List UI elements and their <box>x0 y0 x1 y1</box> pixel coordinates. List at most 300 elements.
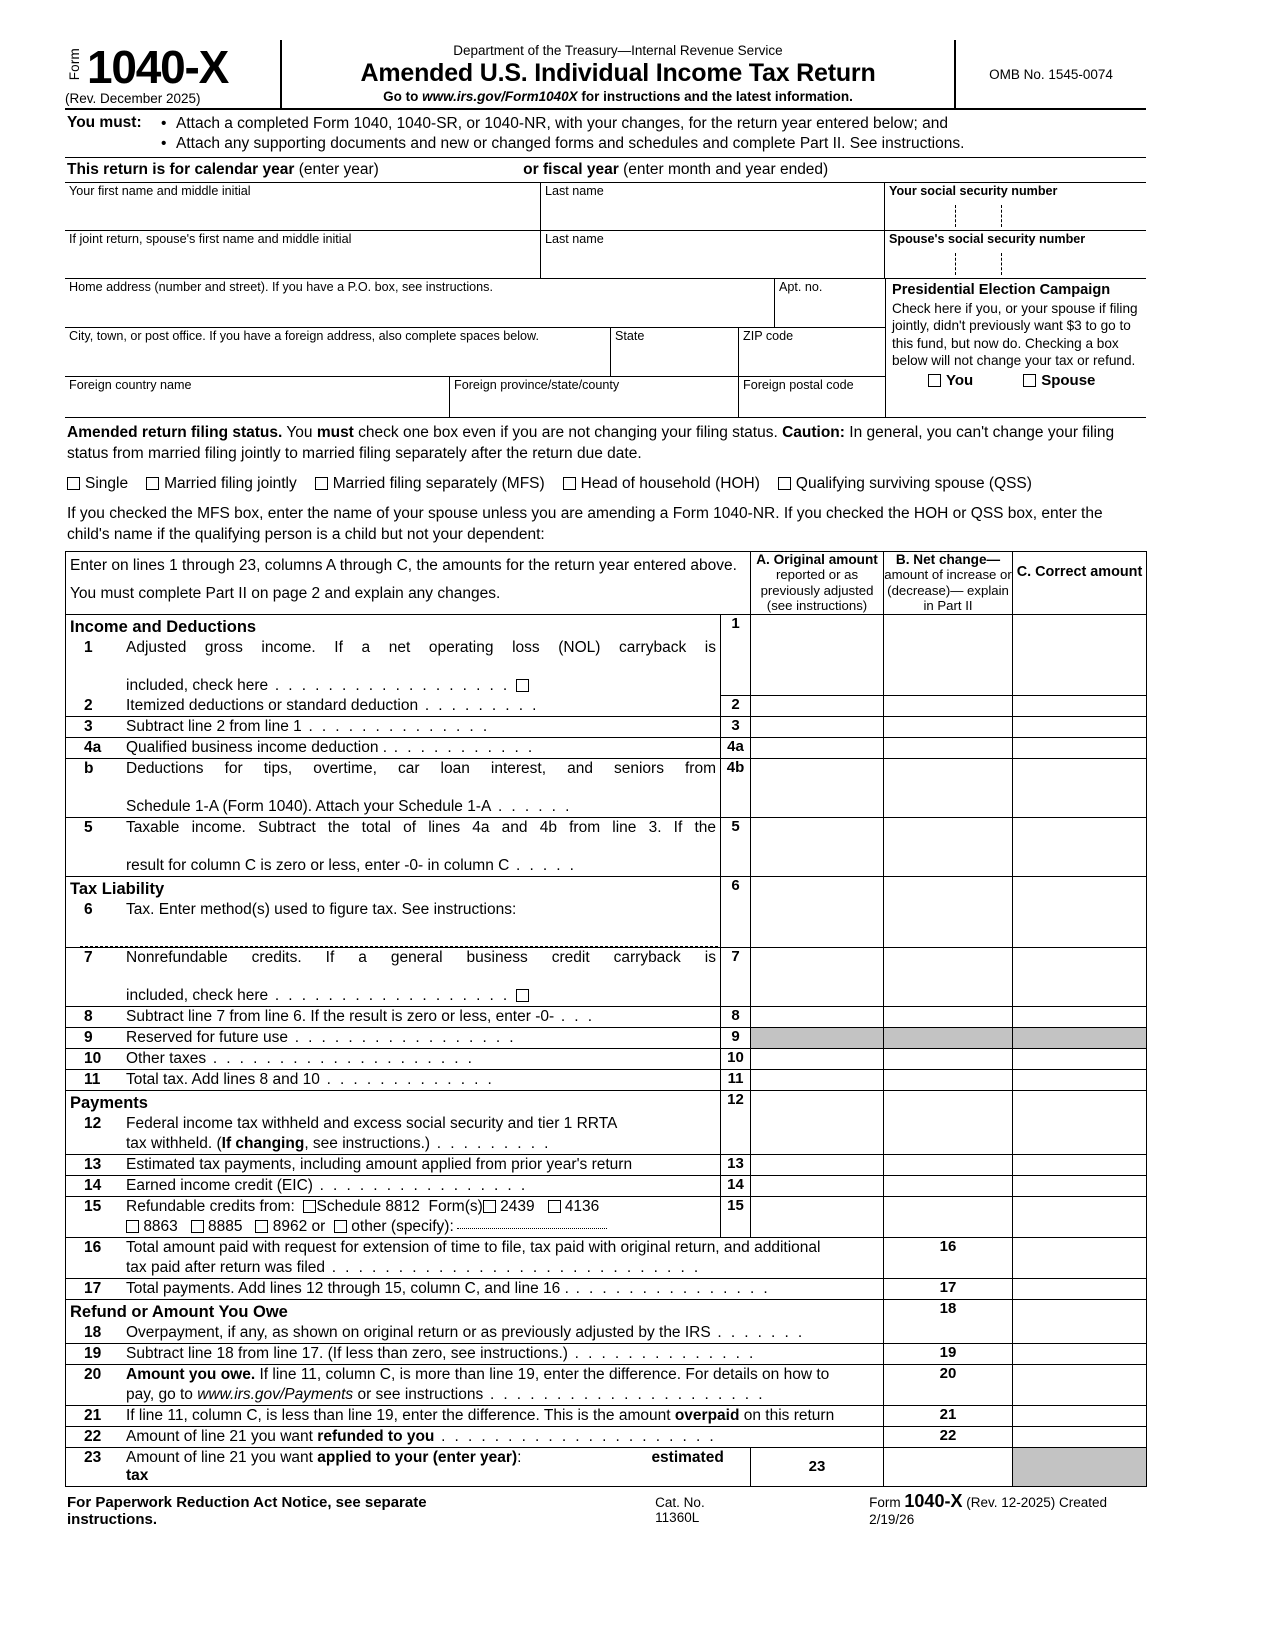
state-field[interactable] <box>611 328 739 376</box>
line-10-row <box>66 1049 720 1069</box>
line-6-col-b[interactable] <box>884 876 1013 947</box>
line-11-cell-number: 11 <box>721 1069 751 1090</box>
line-20-desc <box>66 1364 884 1405</box>
line-7-col-c[interactable] <box>1013 947 1147 1006</box>
table-row <box>66 1299 1147 1343</box>
table-row <box>66 1027 1147 1048</box>
line-11-col-c[interactable] <box>1013 1069 1147 1090</box>
form-8962-checkbox[interactable] <box>255 1220 268 1233</box>
line-7-col-a[interactable] <box>751 947 884 1006</box>
line-2-number: 2 <box>84 696 93 714</box>
calendar-year-row[interactable] <box>65 158 1146 183</box>
pec-you-option[interactable] <box>928 372 973 389</box>
line-21-text <box>126 1407 879 1425</box>
line-2-col-a[interactable] <box>751 696 884 717</box>
goto-suffix: for instructions and the latest information. <box>577 89 853 104</box>
line-23-label-2: : <box>517 1448 522 1466</box>
irs-url-link[interactable]: www.irs.gov/Form1040X <box>422 89 578 104</box>
line-19-text <box>126 1345 879 1363</box>
footer-form-word: Form <box>869 1494 905 1510</box>
checkbox-icon[interactable] <box>67 477 80 490</box>
line-2-col-c[interactable] <box>1013 696 1147 717</box>
line-4a-col-b[interactable] <box>884 737 1013 758</box>
line-7-text-b <box>126 987 716 1005</box>
line-6-col-a[interactable] <box>751 876 884 947</box>
city-field[interactable] <box>65 328 611 376</box>
paperwork-notice: For Paperwork Reduction Act Notice, see separate instructions. <box>67 1493 427 1528</box>
line-2-text <box>126 697 716 715</box>
line-19-desc <box>66 1343 884 1364</box>
line-23-bold: applied to your (enter year) <box>317 1448 518 1466</box>
gbc-carryback-checkbox[interactable] <box>516 989 529 1002</box>
you-must-item: • Attach a completed Form 1040, 1040-SR, or 1040-NR, with your changes, for the return year entered below; and <box>159 114 964 134</box>
address-and-pec-row <box>65 279 1146 417</box>
foreign-province-label: Foreign province/state/county <box>454 378 620 392</box>
line-22-bold: refunded to you <box>317 1427 435 1445</box>
goto-prefix: Go to <box>383 89 423 104</box>
pec-you-label: You <box>946 371 974 389</box>
form-number: 1040-X <box>87 41 229 93</box>
line-19-col-c[interactable] <box>1013 1343 1147 1364</box>
column-a-header <box>751 552 884 615</box>
line-12-col-c[interactable] <box>1013 1090 1147 1154</box>
line-20-cell-number: 20 <box>884 1364 1013 1405</box>
table-row <box>66 1278 1147 1299</box>
line-21-number: 21 <box>84 1406 102 1424</box>
home-address-field[interactable] <box>65 279 775 327</box>
line-16-text-a: Total amount paid with request for extension of time to file, tax paid with original return, and additional <box>126 1238 821 1256</box>
filing-status-option-qss[interactable] <box>778 475 1032 493</box>
form-other-checkbox[interactable] <box>334 1220 347 1233</box>
line-23-text <box>126 1449 746 1485</box>
schedule-8812-checkbox[interactable] <box>303 1200 316 1213</box>
line-1-col-c[interactable] <box>1013 614 1147 696</box>
line-22-col-c[interactable] <box>1013 1426 1147 1447</box>
leader-dots: . . . . . . . . . . . . . . . . . <box>287 1028 517 1046</box>
line-5-row <box>66 818 720 856</box>
table-row <box>66 817 1147 876</box>
line-19-row <box>66 1344 883 1364</box>
line-12-row-cont <box>66 1134 720 1154</box>
line-16-row <box>66 1238 883 1258</box>
line-13-row <box>66 1155 720 1175</box>
foreign-province-field[interactable] <box>450 377 739 417</box>
line-4a-cell-number: 4a <box>721 737 751 758</box>
table-row <box>66 1237 1147 1278</box>
leader-dots: . . . . . . . . . <box>418 696 539 714</box>
line-9-cell-number: 9 <box>721 1027 751 1048</box>
name-row-primary <box>65 183 1146 231</box>
section-heading-refund: Refund or Amount You Owe <box>70 1302 288 1321</box>
filing-status-label: Married filing separately (MFS) <box>332 475 545 492</box>
line-1-col-b[interactable] <box>884 614 1013 696</box>
omb-number: OMB No. 1545-0074 <box>954 40 1146 108</box>
line-5-cell-number: 5 <box>721 817 751 876</box>
line-4a-col-a[interactable] <box>751 737 884 758</box>
line-4a-number: 4a <box>84 738 102 756</box>
line-4b-row-cont <box>66 797 720 817</box>
line-16-text-b <box>126 1259 879 1277</box>
home-address-label: Home address (number and street). If you have a P.O. box, see instructions. <box>69 280 493 294</box>
line-5-row-cont <box>66 856 720 876</box>
line-3-number: 3 <box>84 717 93 735</box>
section-heading-income: Income and Deductions <box>70 617 257 636</box>
line-10-col-a[interactable] <box>751 1048 884 1069</box>
your-first-name-label: Your first name and middle initial <box>69 184 251 198</box>
column-a-subtitle: reported or as previously adjusted (see instructions) <box>760 567 874 614</box>
checkbox-icon[interactable] <box>146 477 159 490</box>
income-section-cell <box>66 614 721 696</box>
address-column <box>65 279 885 417</box>
pec-spouse-option[interactable] <box>1023 372 1095 389</box>
line-8-col-c[interactable] <box>1013 1006 1147 1027</box>
form-8885-checkbox[interactable] <box>191 1220 204 1233</box>
tax-liability-section-cell <box>66 876 721 947</box>
apt-no-field[interactable] <box>775 279 885 327</box>
line-5-col-a[interactable] <box>751 817 884 876</box>
line-5-text-a: Taxable income. Subtract the total of lines 4a and 4b from line 3. If the <box>126 818 716 836</box>
leader-dots: . . . . . <box>509 856 577 874</box>
refund-section-cell <box>66 1299 884 1343</box>
catalog-number: Cat. No. 11360L <box>655 1494 705 1525</box>
filing-status-intro-1: You <box>282 424 317 441</box>
leader-dots: . . . . . . . . . . . . . <box>319 1070 495 1088</box>
table-intro-line-1: Enter on lines 1 through 23, columns A through C, the amounts for the return year entered above. <box>70 557 737 574</box>
line-16-cell-number: 16 <box>884 1237 1013 1278</box>
you-must-block <box>65 110 1146 158</box>
table-row <box>66 1447 1147 1486</box>
line-20-label-1: pay, go to <box>126 1385 198 1403</box>
line-14-col-b[interactable] <box>884 1175 1013 1196</box>
form-title-block <box>282 40 954 108</box>
line-5-number: 5 <box>84 818 93 836</box>
line-18-col-c[interactable] <box>1013 1299 1147 1343</box>
leader-dots: . . . . . . <box>491 797 572 815</box>
city-label: City, town, or post office. If you have a foreign address, also complete spaces below. <box>69 329 539 343</box>
foreign-country-field[interactable] <box>65 377 450 417</box>
line-12-cell-number: 12 <box>721 1090 751 1154</box>
line-4a-col-c[interactable] <box>1013 737 1147 758</box>
leader-dots: . . . . . . . . . . . <box>387 738 535 756</box>
your-last-name-field[interactable] <box>541 183 885 230</box>
line-19-cell-number: 19 <box>884 1343 1013 1364</box>
line-3-desc <box>66 716 721 737</box>
line-10-col-c[interactable] <box>1013 1048 1147 1069</box>
line-6-cell-number: 6 <box>721 876 751 947</box>
estimated-tax-label: estimated tax <box>126 1448 724 1484</box>
line-9-label: Reserved for future use <box>126 1028 288 1046</box>
line-14-label: Earned income credit (EIC) <box>126 1176 313 1194</box>
line-13-col-a[interactable] <box>751 1154 884 1175</box>
calendar-year-label: This return is for calendar year <box>67 161 295 178</box>
line-10-cell-number: 10 <box>721 1048 751 1069</box>
form-8863-checkbox[interactable] <box>126 1220 139 1233</box>
line-10-col-b[interactable] <box>884 1048 1013 1069</box>
footer-form-revision: (Rev. 12-2025) Created 2/19/26 <box>869 1494 1108 1527</box>
line-3-col-b[interactable] <box>884 716 1013 737</box>
form-footer <box>65 1487 1146 1528</box>
you-must-list <box>159 114 964 154</box>
table-row <box>66 947 1147 1006</box>
form-8885-label: 8885 <box>208 1217 243 1235</box>
table-row <box>66 1364 1147 1405</box>
calendar-year-hint: (enter year) <box>298 161 379 178</box>
table-row <box>66 1426 1147 1447</box>
table-row <box>66 716 1147 737</box>
presidential-election-campaign-block <box>885 279 1146 417</box>
line-1-text-b-label: included, check here <box>126 676 269 694</box>
line-10-text <box>126 1050 716 1068</box>
line-7-desc <box>66 947 721 1006</box>
line-16-row-cont <box>66 1258 883 1278</box>
leader-dots: . . . . . . . . . . . . . . <box>567 1344 756 1362</box>
line-12-bold: If changing <box>221 1134 305 1152</box>
form-header <box>65 40 1146 110</box>
line-9-number: 9 <box>84 1028 93 1046</box>
line-7-cell-number: 7 <box>721 947 751 1006</box>
table-row <box>66 1006 1147 1027</box>
form-4136-checkbox[interactable] <box>548 1200 561 1213</box>
table-row <box>66 1175 1147 1196</box>
line-21-desc <box>66 1405 884 1426</box>
line-8-cell-number: 8 <box>721 1006 751 1027</box>
line-3-col-c[interactable] <box>1013 716 1147 737</box>
line-17-text <box>126 1280 879 1298</box>
line-17-col-c[interactable] <box>1013 1278 1147 1299</box>
line-5-text-b <box>126 857 716 875</box>
line-21-label-1: If line 11, column C, is less than line 19, enter the difference. This is the amount <box>126 1406 675 1424</box>
line-23-col-b-entry[interactable] <box>884 1447 1013 1486</box>
line-12-col-b[interactable] <box>884 1090 1013 1154</box>
spouse-ssn-field[interactable] <box>885 231 1146 278</box>
line-11-col-b[interactable] <box>884 1069 1013 1090</box>
apt-no-label: Apt. no. <box>779 280 823 294</box>
pec-title: Presidential Election Campaign <box>892 282 1111 298</box>
line-15-number: 15 <box>84 1197 102 1215</box>
line-19-number: 19 <box>84 1344 102 1362</box>
filing-status-intro-2: check one box even if you are not changing your filing status. <box>353 424 783 441</box>
line-4b-cell-number: 4b <box>721 758 751 817</box>
line-2-desc <box>66 696 721 717</box>
line-15-col-c[interactable] <box>1013 1196 1147 1237</box>
leader-dots: . . . <box>554 1007 595 1025</box>
foreign-postal-field[interactable] <box>739 377 885 417</box>
line-13-desc <box>66 1154 721 1175</box>
filing-status-option-mfj[interactable] <box>146 475 297 493</box>
table-intro-line-2: You must complete Part II on page 2 and explain any changes. <box>70 585 501 602</box>
line-4b-desc <box>66 758 721 817</box>
line-20-text-a <box>126 1366 879 1384</box>
checkbox-icon[interactable] <box>563 477 576 490</box>
schedule-8812-label: Schedule 8812 <box>316 1197 420 1215</box>
payments-url-link[interactable]: www.irs.gov/Payments <box>197 1385 354 1403</box>
line-2-col-b[interactable] <box>884 696 1013 717</box>
line-13-col-b[interactable] <box>884 1154 1013 1175</box>
line-5-col-b[interactable] <box>884 817 1013 876</box>
forms-label: Form(s) <box>428 1197 483 1215</box>
table-row <box>66 1154 1147 1175</box>
line-4a-label: Qualified business income deduction . <box>126 738 388 756</box>
leader-dots: . . . . . . . . . . . . . . <box>301 717 490 735</box>
line-15-col-b[interactable] <box>884 1196 1013 1237</box>
line-5-col-c[interactable] <box>1013 817 1147 876</box>
line-20-row-cont <box>66 1385 883 1405</box>
your-ssn-field[interactable] <box>885 183 1146 230</box>
line-2-label: Itemized deductions or standard deduction <box>126 696 419 714</box>
filing-status-option-mfs[interactable] <box>315 475 545 493</box>
line-10-desc <box>66 1048 721 1069</box>
line-3-label: Subtract line 2 from line 1 <box>126 717 302 735</box>
table-row <box>66 696 1147 717</box>
spouse-first-name-field[interactable] <box>65 231 541 278</box>
line-6-text: Tax. Enter method(s) used to figure tax. See instructions: <box>126 900 517 918</box>
line-4b-col-c[interactable] <box>1013 758 1147 817</box>
column-c-header <box>1013 552 1147 615</box>
leader-dots: . . . . . . . . . . . . . . . . . . <box>268 986 517 1004</box>
filing-status-option-single[interactable] <box>67 475 128 493</box>
column-b-header <box>884 552 1013 615</box>
department-label: Department of the Treasury—Internal Revenue Service <box>453 43 783 58</box>
form-4136-label: 4136 <box>564 1197 600 1215</box>
checkbox-icon[interactable] <box>1023 374 1036 387</box>
line-7-text-a: Nonrefundable credits. If a general business credit carryback is <box>126 948 716 966</box>
footer-form-number: 1040-X <box>904 1490 963 1511</box>
line-13-text: Estimated tax payments, including amount applied from prior year's return <box>126 1155 633 1173</box>
zip-field[interactable] <box>739 328 885 376</box>
nol-carryback-checkbox[interactable] <box>516 679 529 692</box>
line-7-col-b[interactable] <box>884 947 1013 1006</box>
line-11-label: Total tax. Add lines 8 and 10 <box>126 1070 320 1088</box>
filing-status-label: Head of household (HOH) <box>580 475 760 492</box>
line-6-method-entry[interactable] <box>66 920 720 944</box>
line-8-number: 8 <box>84 1007 93 1025</box>
line-21-row <box>66 1406 883 1426</box>
line-14-col-c[interactable] <box>1013 1175 1147 1196</box>
line-11-number: 11 <box>84 1070 101 1088</box>
line-14-col-a[interactable] <box>751 1175 884 1196</box>
line-15-col-a[interactable] <box>751 1196 884 1237</box>
table-row <box>66 1343 1147 1364</box>
line-23-row <box>66 1448 750 1486</box>
foreign-country-label: Foreign country name <box>69 378 192 392</box>
line-18-row <box>66 1323 883 1343</box>
line-4b-row <box>66 759 720 797</box>
line-7-row-cont <box>66 986 720 1006</box>
caution-text: In general, you can't change your filing status from married filing jointly to married filing separately after the return due date. <box>67 424 1115 462</box>
other-specify-input[interactable] <box>457 1228 607 1229</box>
line-23-label-1: Amount of line 21 you want <box>126 1448 318 1466</box>
line-22-cell-number: 22 <box>884 1426 1013 1447</box>
leader-dots: . . . . . . . <box>710 1323 805 1341</box>
line-15-desc <box>66 1196 721 1237</box>
line-13-col-c[interactable] <box>1013 1154 1147 1175</box>
line-12-col-a[interactable] <box>751 1090 884 1154</box>
line-8-col-a[interactable] <box>751 1006 884 1027</box>
line-23-col-c-shaded <box>1013 1447 1147 1486</box>
filing-status-label: Married filing jointly <box>164 475 297 492</box>
checkbox-icon[interactable] <box>315 477 328 490</box>
line-15-cell-number: 15 <box>721 1196 751 1237</box>
line-16-label: tax paid after return was filed <box>126 1258 326 1276</box>
line-6-col-c[interactable] <box>1013 876 1147 947</box>
state-label: State <box>615 329 645 343</box>
line-21-col-c[interactable] <box>1013 1405 1147 1426</box>
line-5-desc <box>66 817 721 876</box>
line-9-row <box>66 1028 720 1048</box>
column-b-subtitle: amount of increase or (decrease)— explain in Part II <box>884 567 1012 614</box>
leader-dots: . . . . . . . . . . . . . . . . . . . . <box>206 1049 475 1067</box>
form-2439-checkbox[interactable] <box>483 1200 496 1213</box>
line-15-row-cont <box>66 1217 720 1237</box>
your-first-name-field[interactable] <box>65 183 541 230</box>
line-3-col-a[interactable] <box>751 716 884 737</box>
line-9-desc <box>66 1027 721 1048</box>
line-4b-col-b[interactable] <box>884 758 1013 817</box>
column-a-title: A. Original amount <box>756 552 878 567</box>
spouse-last-name-field[interactable] <box>541 231 885 278</box>
line-4b-col-a[interactable] <box>751 758 884 817</box>
line-1-col-a[interactable] <box>751 614 884 696</box>
ssn-separator-marks <box>955 205 1047 227</box>
line-16-number: 16 <box>84 1238 102 1256</box>
line-20-number: 20 <box>84 1365 102 1383</box>
table-row <box>66 1196 1147 1237</box>
line-20-col-c[interactable] <box>1013 1364 1147 1405</box>
line-17-label: Total payments. Add lines 12 through 15, column C, and line 16 . <box>126 1279 569 1297</box>
filing-status-option-hoh[interactable] <box>563 475 760 493</box>
pec-checkbox-row <box>886 370 1146 391</box>
line-9-col-c-shaded <box>1013 1027 1147 1048</box>
section-heading-payments: Payments <box>70 1093 148 1112</box>
line-20-label: If line 11, column C, is more than line 19, enter the difference. For details on how to <box>255 1365 830 1383</box>
filing-status-label: Single <box>85 475 129 492</box>
line-1-text-a: Adjusted gross income. If a net operating loss (NOL) carryback is <box>126 638 716 656</box>
form-8863-label: 8863 <box>143 1217 178 1235</box>
line-11-row <box>66 1070 720 1090</box>
line-14-number: 14 <box>84 1176 102 1194</box>
pec-spouse-label: Spouse <box>1041 371 1096 389</box>
line-4a-row <box>66 738 720 758</box>
line-20-row <box>66 1365 883 1385</box>
line-4b-number: b <box>84 759 94 777</box>
filing-status-label: Qualifying surviving spouse (QSS) <box>795 475 1032 492</box>
checkbox-icon[interactable] <box>928 374 941 387</box>
form-other-label: other (specify): <box>351 1217 454 1235</box>
table-row <box>66 1069 1147 1090</box>
line-15-row <box>66 1197 720 1217</box>
line-5-label: result for column C is zero or less, enter -0- in column C <box>126 856 510 874</box>
line-8-col-b[interactable] <box>884 1006 1013 1027</box>
line-2-cell-number: 2 <box>721 696 751 717</box>
table-column-header-row <box>66 552 1147 615</box>
line-22-row <box>66 1427 883 1447</box>
column-c-title: C. Correct amount <box>1016 564 1143 580</box>
line-12-row <box>66 1114 720 1134</box>
line-7-row <box>66 948 720 986</box>
line-11-text <box>126 1071 716 1089</box>
line-11-col-a[interactable] <box>751 1069 884 1090</box>
you-must-item: • Attach any supporting documents and new or changed forms and schedules and complete Part II. See instructions. <box>159 134 964 154</box>
line-14-text <box>126 1177 716 1195</box>
line-16-col-c[interactable] <box>1013 1237 1147 1278</box>
footer-form-id <box>869 1491 1146 1527</box>
line-18-label: Overpayment, if any, as shown on original return or as previously adjusted by the IRS <box>126 1323 711 1341</box>
line-15-label: Refundable credits from: <box>126 1197 295 1215</box>
checkbox-icon[interactable] <box>778 477 791 490</box>
line-1-row-cont <box>66 676 720 696</box>
line-14-desc <box>66 1175 721 1196</box>
line-4b-label: Schedule 1-A (Form 1040). Attach your Schedule 1-A <box>126 797 492 815</box>
